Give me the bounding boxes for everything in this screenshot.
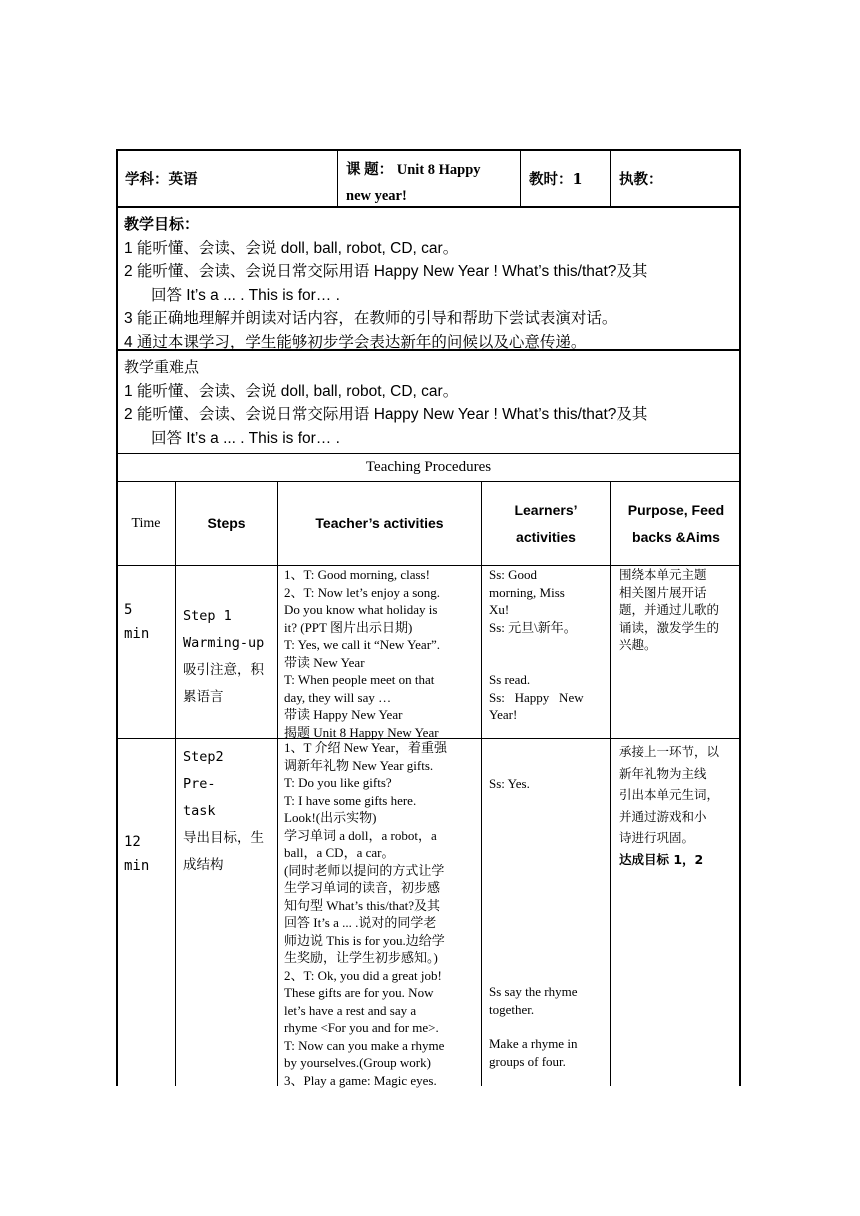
objective-line: 4 通过本课学习，学生能够初步学会表达新年的问候以及心意传递。 <box>124 333 587 351</box>
key-points-title: 教学重难点 <box>124 358 200 376</box>
learner-line: Ss: 元旦\新年。 <box>489 619 577 635</box>
objectives-section <box>124 213 647 354</box>
purpose-line: 新年礼物为主线 <box>619 765 707 781</box>
row2-step-line: task <box>183 803 216 819</box>
learner-line: Year! <box>489 707 518 722</box>
procedures-title: Teaching Procedures <box>365 459 492 475</box>
col-divider <box>481 481 482 1086</box>
row1-learner-activities <box>489 566 605 724</box>
row2-step <box>183 744 264 879</box>
objective-line: 3 能正确地理解并朗读对话内容，在教师的引导和帮助下尝试表演对话。 <box>124 310 618 327</box>
key-point-line: 2 能听懂、会读、会说日常交际用语 Happy New Year ! What’s this/that?及其 <box>124 406 648 423</box>
col-divider <box>610 481 611 1086</box>
teacher-line: T: Now can you make a rhyme <box>284 1037 445 1053</box>
teacher-line: Look!(出示实物) <box>284 810 377 825</box>
teacher-line: 带读 New Year <box>284 654 365 670</box>
col-head-learners-line1: Learners’ <box>514 501 578 518</box>
row2-time-value: 12 <box>124 834 141 850</box>
row2-learner-activities-c <box>489 1035 605 1070</box>
teacher-line: 生学习单词的读音，初步感 <box>284 880 441 895</box>
col-divider <box>175 481 176 1086</box>
objective-line: 2 能听懂、会读、会说日常交际用语 Happy New Year ! What’s this/that?及其 <box>124 263 648 280</box>
teacher-line: 1、T: Good morning, class! <box>284 567 430 582</box>
learner-line <box>489 636 605 654</box>
teacher-line: 带读 Happy New Year <box>284 707 403 722</box>
learner-line: Ss: Happy New <box>489 689 584 705</box>
row2-learner-activities-b <box>489 983 605 1018</box>
row2-time-unit: min <box>124 858 150 874</box>
row2-purpose <box>619 741 737 870</box>
row1-step-line: Step 1 <box>183 608 232 624</box>
teacher-line: ball，a CD，a car。 <box>284 845 395 860</box>
teacher-line: These gifts are for you. Now <box>284 985 434 1000</box>
topic-label <box>346 157 481 209</box>
teacher-line: 1、T 介绍 New Year，着重强 <box>284 740 447 755</box>
col-head-time: Time <box>131 515 161 531</box>
row2-step-line: Step2 <box>183 749 224 765</box>
teacher-line: T: When people meet on that <box>284 672 435 687</box>
teacher-line: 知句型 What’s this/that?及其 <box>284 897 440 913</box>
teacher-line: it? (PPT 图片出示日期) <box>284 619 413 635</box>
teacher-label: 执教： <box>619 171 663 188</box>
col-head-learners-line2: activities <box>516 528 576 545</box>
purpose-line: 题，并通过儿歌的 <box>619 602 720 617</box>
row1-time-unit: min <box>124 626 150 642</box>
row1-step-line: 累语言 <box>183 689 224 705</box>
teacher-line: 3、Play a game: Magic eyes. <box>284 1072 437 1088</box>
row1-step-line: 吸引注意，积 <box>183 662 264 678</box>
row2-learner-activities-a <box>489 775 605 793</box>
col-divider <box>277 481 278 1086</box>
learner-line: groups of four. <box>489 1053 566 1069</box>
row1-time <box>124 598 149 646</box>
topic-line-2: new year! <box>346 188 407 204</box>
purpose-goal-line: 达成目标 1，2 <box>619 851 704 867</box>
teacher-line: (同时老师以提问的方式让学 <box>284 862 445 878</box>
teacher-line: 揭题 Unit 8 Happy New Year <box>284 724 439 740</box>
learner-line: Ss: Good <box>489 567 538 582</box>
purpose-line: 引出本单元生词， <box>619 787 720 802</box>
purpose-line: 兴趣。 <box>619 637 657 652</box>
col-head-purpose-line2: backs &Aims <box>632 528 720 545</box>
col-head-purpose <box>611 482 741 565</box>
subject-label: 学科：英语 <box>125 171 198 188</box>
objectives-title: 教学目标： <box>124 215 200 233</box>
teacher-line: 2、T: Ok, you did a great job! <box>284 967 442 983</box>
periods-label: 教时：1 <box>529 171 583 188</box>
learner-line <box>489 654 605 672</box>
teacher-line: 回答 It’s a ... .说对的同学老 <box>284 915 437 930</box>
purpose-line: 围绕本单元主题 <box>619 567 707 582</box>
key-points-section <box>124 356 647 450</box>
teacher-line: day, they will say … <box>284 689 392 705</box>
teacher-line: Do you know what holiday is <box>284 602 438 617</box>
learner-line: together. <box>489 1001 535 1017</box>
purpose-line: 相关图片展开话 <box>619 584 707 600</box>
col-head-teacher: Teacher’s activities <box>315 514 444 531</box>
row2-step-line: 导出目标，生 <box>183 830 264 846</box>
col-head-steps: Steps <box>207 514 246 531</box>
teacher-line: by yourselves.(Group work) <box>284 1055 431 1070</box>
col-divider <box>520 150 521 207</box>
teacher-line: T: I have some gifts here. <box>284 792 417 808</box>
learner-line: Ss read. <box>489 672 531 687</box>
col-divider <box>610 150 611 207</box>
learner-line: Make a rhyme in <box>489 1036 578 1051</box>
objective-line: 回答 It’s a ... . This is for… . <box>151 286 340 304</box>
teacher-line: rhyme <For you and for me>. <box>284 1020 439 1035</box>
row2-step-line: 成结构 <box>183 857 224 873</box>
row1-step <box>183 603 264 711</box>
teacher-line: 学习单词 a doll，a robot，a <box>284 827 437 843</box>
topic-line-1: 课 题： Unit 8 Happy <box>346 162 481 178</box>
col-head-purpose-line1: Purpose, Feed <box>627 501 725 518</box>
row2-time <box>124 830 149 878</box>
teacher-line: 调新年礼物 New Year gifts. <box>284 757 434 773</box>
row-divider <box>116 453 741 454</box>
teacher-line: 生奖励，让学生初步感知。) <box>284 950 438 965</box>
key-point-line: 1 能听懂、会读、会说 doll, ball, robot, CD, car。 <box>124 382 459 400</box>
purpose-line: 诵读，激发学生的 <box>619 619 720 635</box>
row2-teacher-activities <box>284 739 478 1089</box>
learner-line: Ss say the rhyme <box>489 984 578 999</box>
purpose-line: 并通过游戏和小 <box>619 808 707 824</box>
col-head-learners <box>482 482 610 565</box>
teacher-line: T: Yes, we call it “New Year”. <box>284 637 441 652</box>
purpose-line: 诗进行巩固。 <box>619 830 695 845</box>
teacher-line: 师边说 This is for you.边给学 <box>284 932 445 948</box>
col-divider <box>337 150 338 207</box>
row1-time-value: 5 <box>124 602 133 618</box>
learner-line: Ss: Yes. <box>489 776 530 791</box>
learner-line: Xu! <box>489 602 510 617</box>
key-point-line: 回答 It’s a ... . This is for… . <box>151 429 340 447</box>
row1-purpose <box>619 566 737 654</box>
teacher-line: let’s have a rest and say a <box>284 1002 417 1018</box>
objective-line: 1 能听懂、会读、会说 doll, ball, robot, CD, car。 <box>124 239 459 257</box>
row1-teacher-activities <box>284 566 478 741</box>
learner-line: morning, Miss <box>489 584 565 600</box>
row1-step-line: Warming-up <box>183 635 265 651</box>
purpose-line: 承接上一环节，以 <box>619 744 720 759</box>
row2-step-line: Pre- <box>183 776 216 792</box>
teacher-line: T: Do you like gifts? <box>284 775 392 790</box>
teacher-line: 2、T: Now let’s enjoy a song. <box>284 584 441 600</box>
